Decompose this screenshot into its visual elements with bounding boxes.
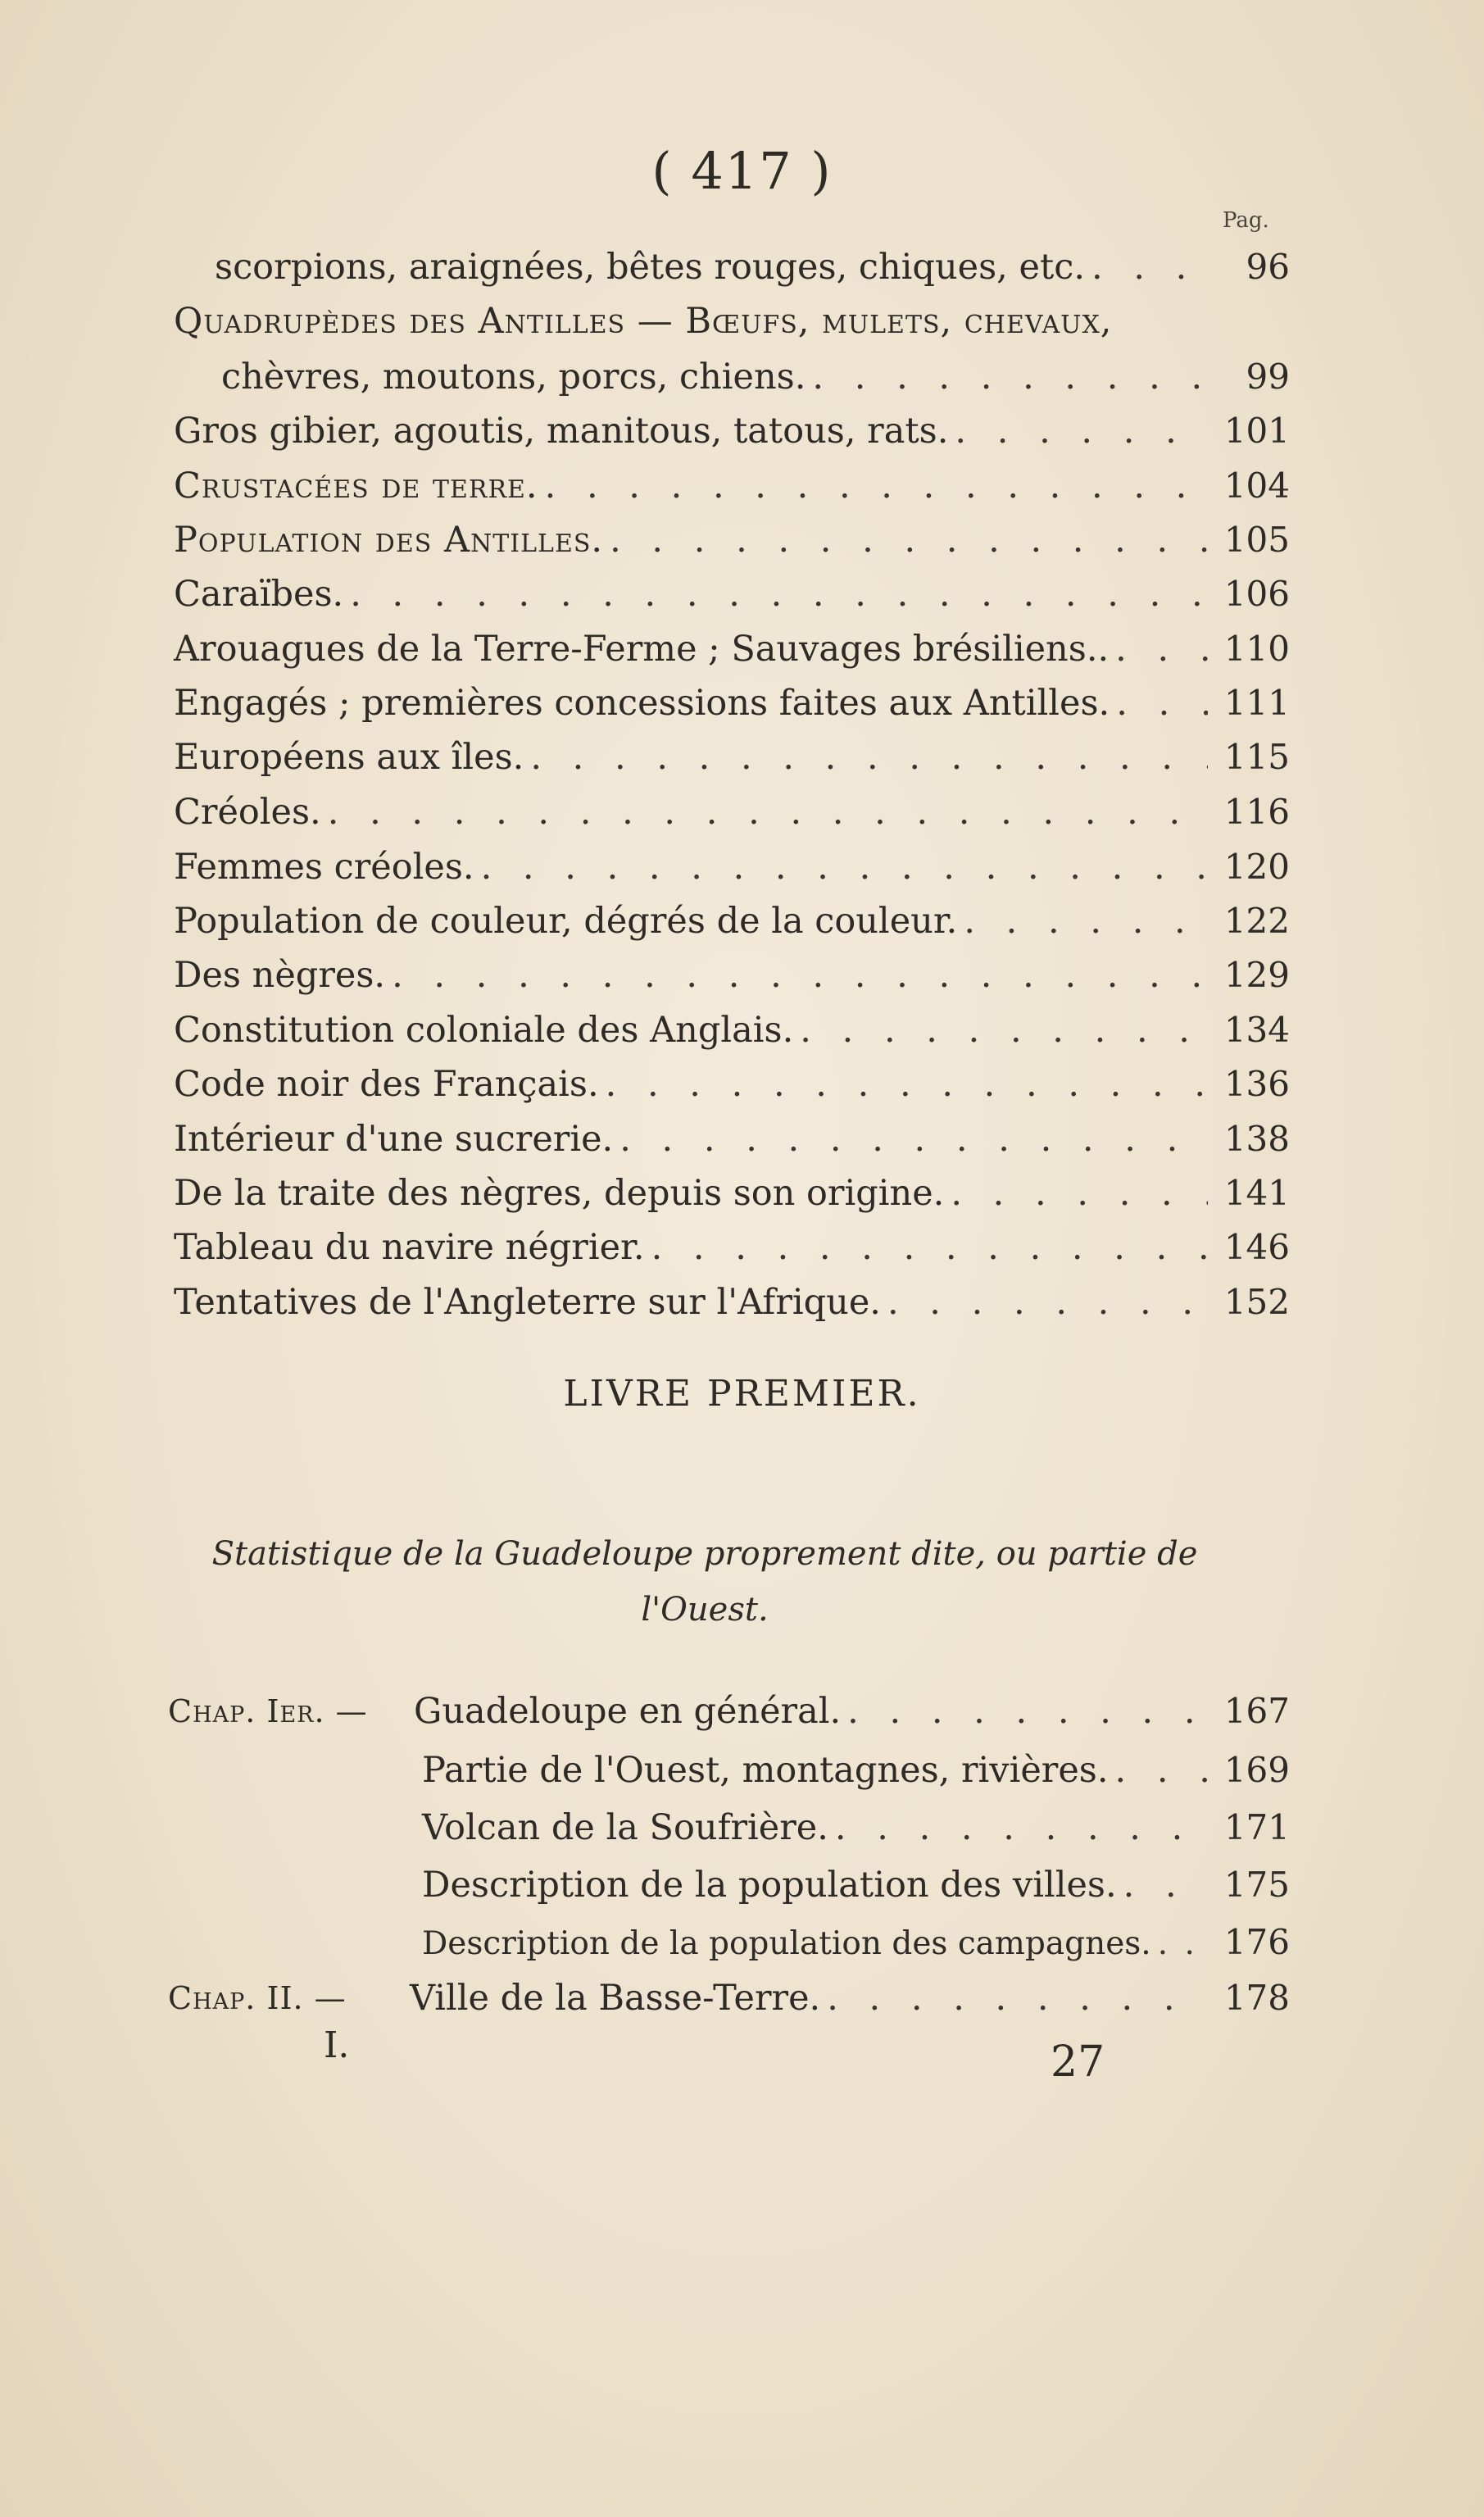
toc-entry-page: 106: [1223, 574, 1290, 614]
chapter-entry-page: 178: [1223, 1978, 1290, 2018]
toc-entry-text: De la traite des nègres, depuis son origine.: [174, 1173, 945, 1214]
dot-leader: [328, 788, 1208, 837]
dot-leader: [1116, 679, 1208, 728]
toc-entry: [174, 1278, 1290, 1327]
chapter-entry: [422, 1918, 1290, 1967]
dot-leader: [847, 1687, 1208, 1736]
toc-entry: [174, 516, 1290, 565]
book-title: LIVRE PREMIER.: [563, 1373, 921, 1415]
section-title: Statistique de la Guadeloupe proprement dite, ou partie de l'Ouest.: [211, 1535, 1198, 1629]
dot-leader: [964, 897, 1208, 946]
chapter-label: Chap. Ier. —: [168, 1693, 368, 1729]
toc-entry-page: 146: [1223, 1227, 1290, 1267]
dot-leader: [1115, 625, 1208, 674]
toc-entry-text: Caraïbes.: [174, 574, 344, 615]
dot-leader: [606, 1060, 1208, 1109]
chapter-entry: [414, 1687, 1290, 1736]
toc-entry-text: Population de couleur, dégrés de la couleur.: [174, 901, 958, 942]
toc-entry: [174, 1169, 1290, 1218]
toc-entry-page: 138: [1223, 1119, 1290, 1159]
toc-entry: [221, 352, 1290, 402]
toc-entry: [174, 625, 1290, 674]
toc-entry: [174, 679, 1290, 728]
toc-entry-page: 105: [1223, 520, 1290, 560]
toc-entry-page: 152: [1223, 1282, 1290, 1322]
dot-leader: [827, 1974, 1208, 2023]
toc-entry-page: 122: [1223, 901, 1290, 941]
toc-entry: [174, 1006, 1290, 1055]
dot-leader: [835, 1803, 1208, 1852]
dot-leader: [887, 1278, 1208, 1327]
chapter-entry-text: Volcan de la Soufrière.: [422, 1807, 828, 1848]
toc-entry: [174, 1223, 1290, 1272]
chapter-entry: [422, 1803, 1290, 1852]
toc-entry: [174, 1115, 1290, 1164]
toc-entry: [174, 1060, 1290, 1109]
dot-leader: [1123, 1860, 1208, 1910]
toc-entry-text: Créoles.: [174, 792, 321, 833]
chapter-entry: [422, 1746, 1290, 1795]
chapter-entry-page: 167: [1223, 1691, 1290, 1731]
toc-entry-text: Intérieur d'une sucrerie.: [174, 1119, 614, 1160]
toc-entry-page: 120: [1223, 847, 1290, 887]
toc-entry-text: Constitution coloniale des Anglais.: [174, 1010, 794, 1051]
dot-leader: [350, 570, 1208, 619]
toc-entry: [174, 733, 1290, 782]
toc-entry: [174, 951, 1290, 1000]
toc-entry-text: chèvres, moutons, porcs, chiens.: [221, 357, 806, 398]
toc-entry: [174, 407, 1290, 456]
toc-entry: [174, 461, 1290, 511]
sheet-number: 27: [1051, 2038, 1105, 2087]
dot-leader: [530, 733, 1208, 782]
toc-entry: [174, 897, 1290, 946]
dot-leader: [1091, 243, 1208, 292]
dot-leader: [545, 461, 1208, 511]
dot-leader: [651, 1223, 1208, 1272]
toc-entry-text: Code noir des Français.: [174, 1064, 599, 1105]
chapter-entry-text: Partie de l'Ouest, montagnes, rivières.: [422, 1750, 1109, 1791]
toc-entry: [174, 788, 1290, 837]
dot-leader: [955, 407, 1208, 456]
toc-entry-text: Gros gibier, agoutis, manitous, tatous, rats.: [174, 411, 949, 452]
toc-entry-text: Population des Antilles.: [174, 520, 604, 561]
chapter-entry-text: Guadeloupe en général.: [414, 1691, 842, 1732]
chapter-entry: [422, 1860, 1290, 1910]
chapter-entry-text: Description de la population des villes.: [422, 1865, 1117, 1906]
toc-entry-page: 136: [1223, 1064, 1290, 1104]
toc-entry-page: 99: [1246, 357, 1290, 397]
toc-entry-page: 110: [1223, 629, 1290, 669]
dot-leader: [619, 1115, 1208, 1164]
dot-leader: [800, 1006, 1208, 1055]
toc-entry: [174, 570, 1290, 619]
toc-entry-text: Engagés ; premières concessions faites aux Antilles.: [174, 683, 1110, 724]
toc-entry-page: 116: [1223, 792, 1290, 832]
dot-leader: [1115, 1746, 1208, 1795]
toc-entry-page: 111: [1223, 683, 1290, 723]
page-column-label: Pag.: [1223, 208, 1269, 233]
chapter-entry-page: 169: [1223, 1750, 1290, 1790]
toc-entry-text: Européens aux îles.: [174, 737, 524, 778]
toc-entry-text: Femmes créoles.: [174, 847, 474, 888]
toc-entry-text: Arouagues de la Terre-Ferme ; Sauvages brésiliens..: [174, 629, 1110, 670]
chapter-label: Chap. II. —: [168, 1980, 347, 2016]
toc-entry-page: 129: [1223, 955, 1290, 995]
chapter-entry-text: Description de la population des campagnes.: [422, 1925, 1151, 1962]
toc-entry-text: Des nègres.: [174, 955, 386, 996]
chapter-entry-page: 175: [1223, 1865, 1290, 1905]
dot-leader: [610, 516, 1208, 565]
toc-entry-text: scorpions, araignées, bêtes rouges, chiques, etc.: [215, 247, 1085, 288]
chapter-entry: [410, 1974, 1290, 2023]
toc-entry-text: Tentatives de l'Angleterre sur l'Afrique.: [174, 1282, 881, 1323]
toc-entry-page: 96: [1246, 247, 1290, 287]
toc-entry: [174, 297, 1112, 346]
page-number: ( 417 ): [651, 141, 833, 201]
toc-entry-text: Quadrupèdes des Antilles — Bœufs, mulets, chevaux,: [174, 301, 1113, 342]
dot-leader: [481, 843, 1208, 892]
chapter-entry-page: 176: [1223, 1922, 1290, 1962]
dot-leader: [392, 951, 1208, 1000]
dot-leader: [812, 352, 1208, 402]
toc-entry-text: Crustacées de terre.: [174, 466, 538, 507]
toc-entry-page: 115: [1223, 737, 1290, 777]
toc-entry: [215, 243, 1290, 292]
signature-mark: I.: [324, 2024, 350, 2066]
toc-entry-page: 104: [1223, 466, 1290, 506]
chapter-entry-text: Ville de la Basse-Terre.: [410, 1978, 821, 2019]
dot-leader: [1158, 1920, 1208, 1969]
dot-leader: [951, 1169, 1208, 1218]
toc-entry-text: Tableau du navire négrier.: [174, 1227, 645, 1268]
chapter-entry-page: 171: [1223, 1807, 1290, 1847]
toc-entry-page: 101: [1223, 411, 1290, 451]
toc-entry-page: 141: [1223, 1173, 1290, 1213]
toc-entry: [174, 843, 1290, 892]
toc-entry-page: 134: [1223, 1010, 1290, 1050]
